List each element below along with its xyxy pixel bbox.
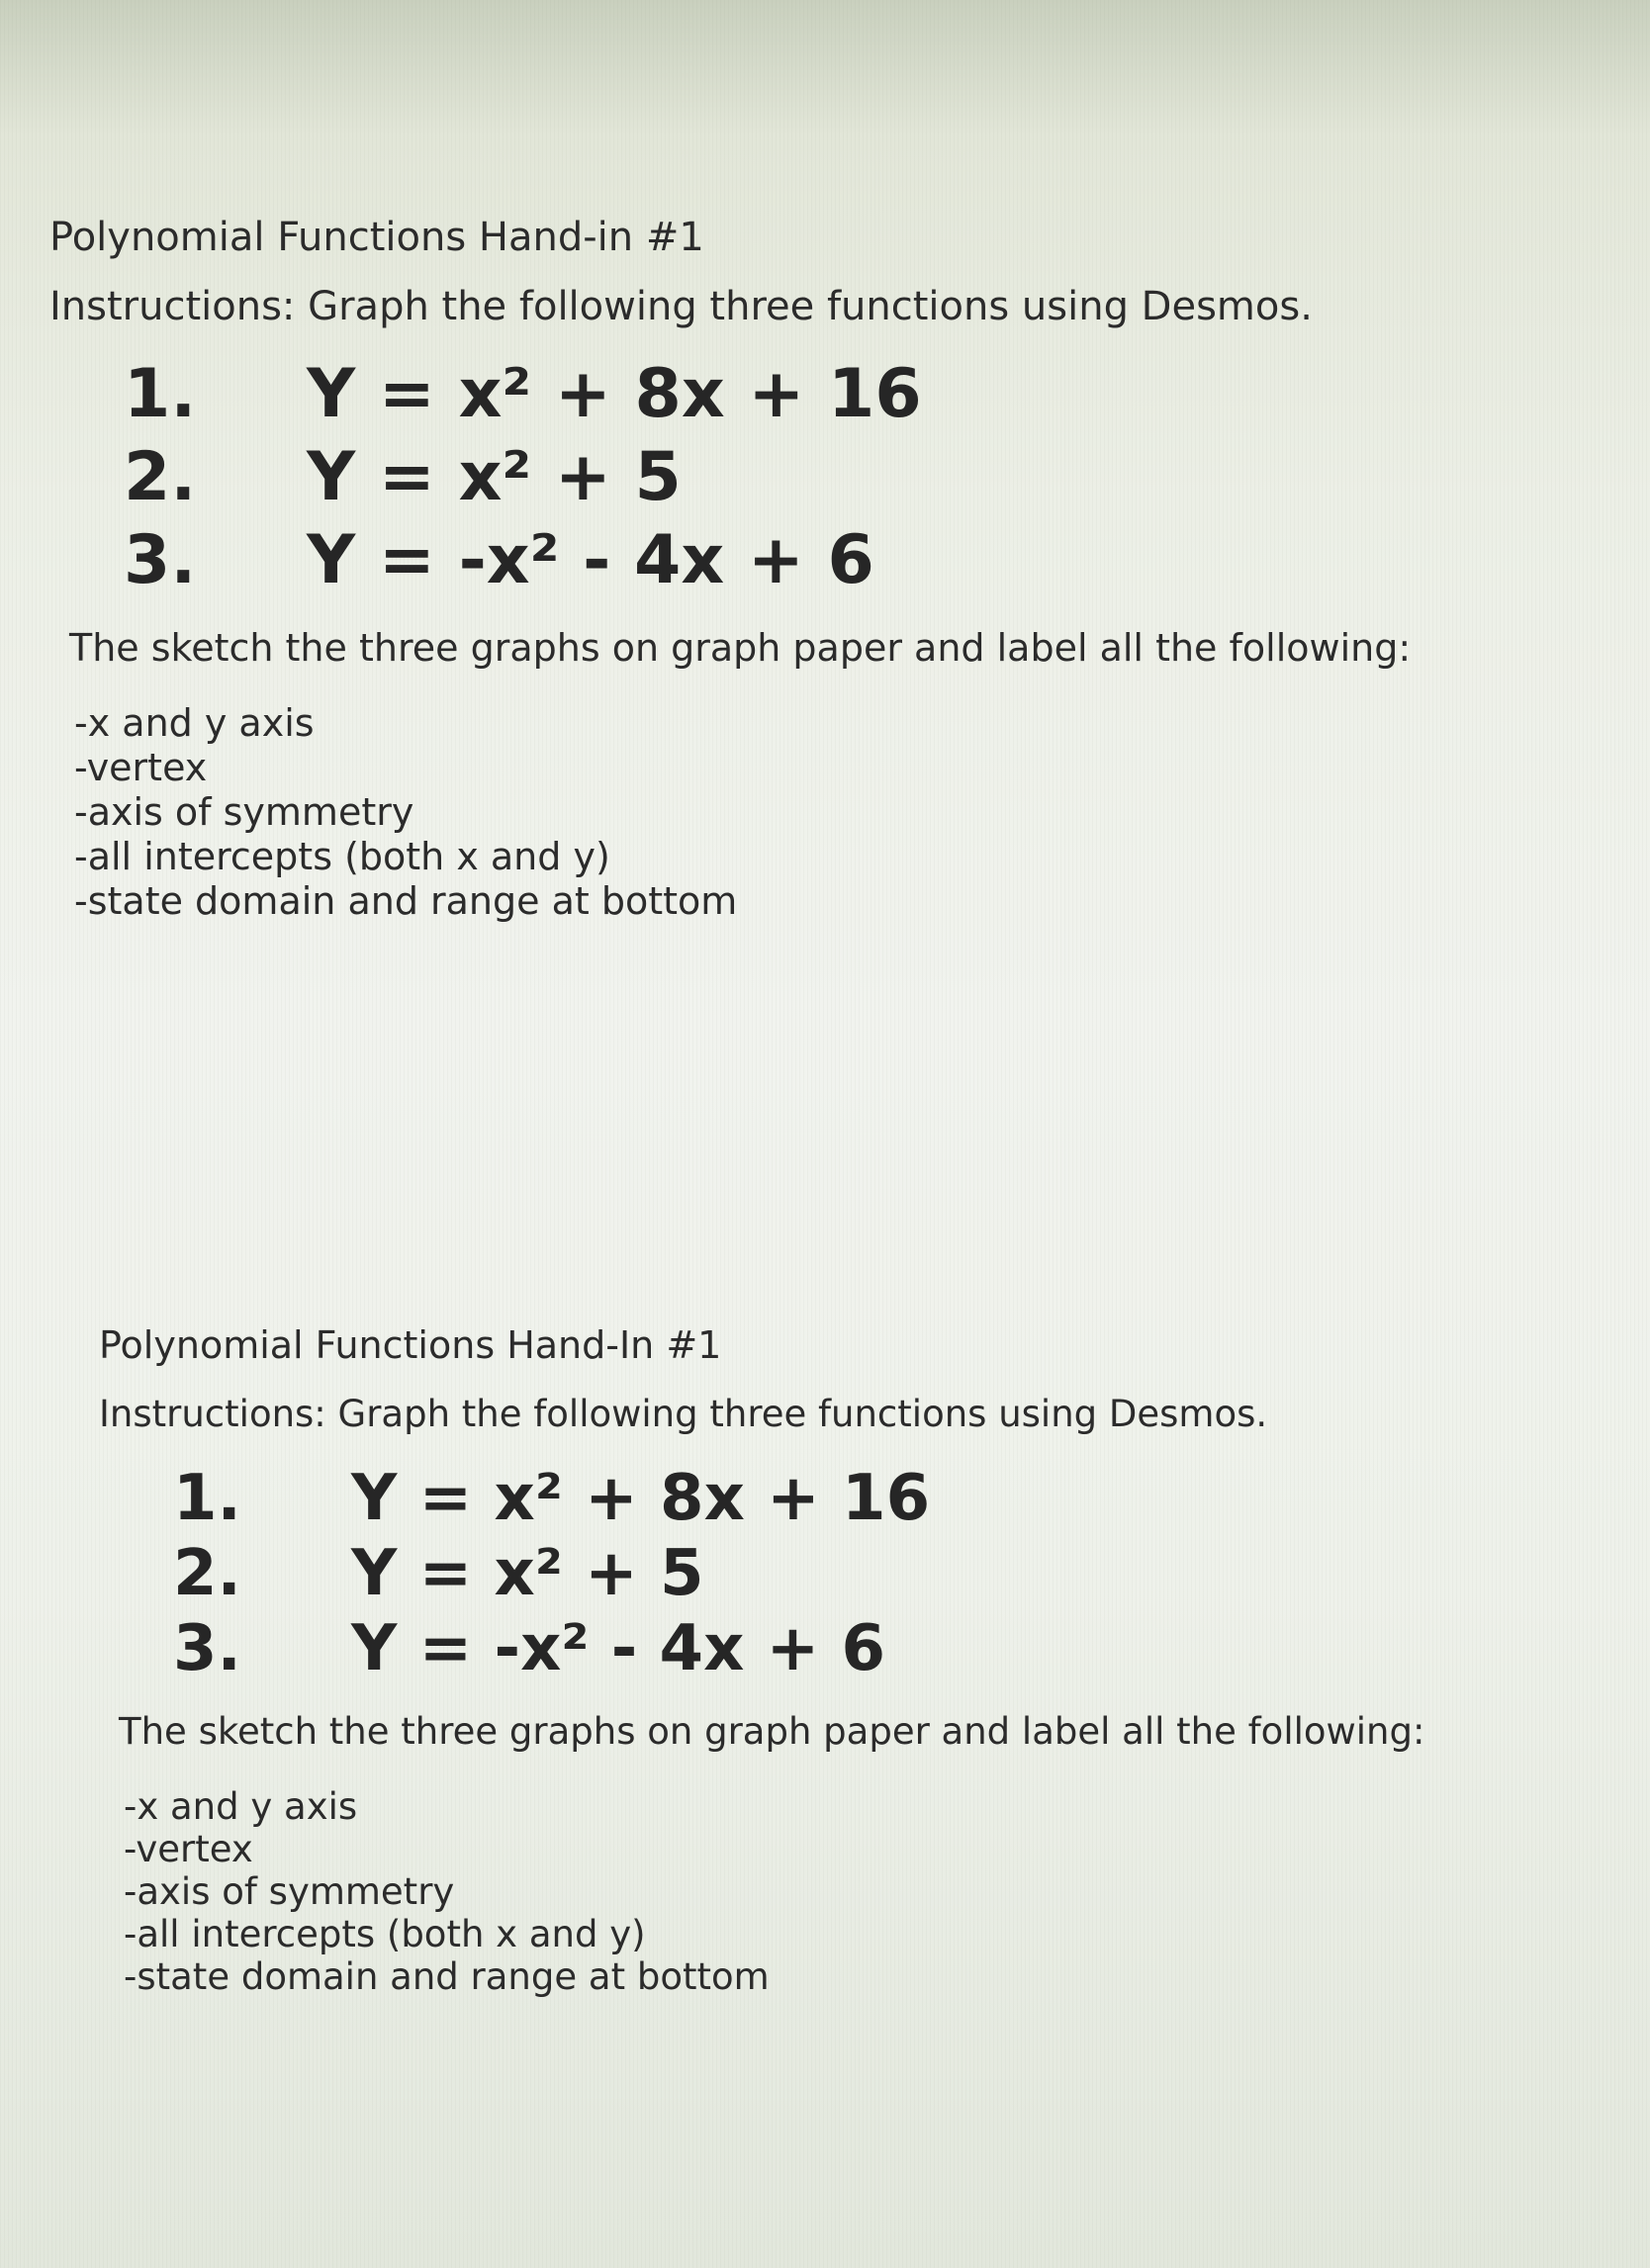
label-requirement: -axis of symmetry <box>74 790 414 834</box>
equation-item <box>173 1611 1583 1686</box>
equation-text: Y = x² + 5 <box>307 438 682 516</box>
label-requirement: -x and y axis <box>74 701 315 745</box>
equation-number: 1. <box>173 1462 241 1535</box>
equation-number: 3. <box>124 521 197 599</box>
label-requirement: -all intercepts (both x and y) <box>74 835 610 878</box>
equation-item <box>124 519 1533 602</box>
instructions-text: Instructions: Graph the following three functions using Desmos. <box>49 284 1313 329</box>
equation-number: 1. <box>124 355 197 433</box>
label-requirement: -state domain and range at bottom <box>74 879 738 923</box>
label-requirement: -state domain and range at bottom <box>124 1955 770 1998</box>
handout-title: Polynomial Functions Hand-In #1 <box>99 1323 722 1367</box>
equation-text: Y = -x² - 4x + 6 <box>351 1612 886 1685</box>
handout-copy-2 <box>99 1320 1583 1998</box>
equation-item <box>173 1461 1583 1536</box>
equation-number: 2. <box>124 438 197 516</box>
equation-item <box>173 1536 1583 1611</box>
equation-item <box>124 353 1533 436</box>
equation-item <box>124 436 1533 519</box>
equation-text: Y = x² + 8x + 16 <box>307 355 922 433</box>
sketch-instructions: The sketch the three graphs on graph paper and label all the following: <box>119 1710 1425 1753</box>
label-requirement: -x and y axis <box>124 1785 358 1828</box>
label-requirement: -vertex <box>124 1828 253 1870</box>
label-requirements-list <box>124 1785 1583 1998</box>
equation-number: 3. <box>173 1612 241 1685</box>
equation-list <box>124 353 1533 602</box>
handout-copy-1 <box>49 213 1533 924</box>
label-requirements-list <box>74 701 1533 924</box>
equation-list <box>173 1461 1583 1686</box>
label-requirement: -axis of symmetry <box>124 1870 455 1913</box>
equation-text: Y = x² + 5 <box>351 1537 704 1610</box>
equation-text: Y = -x² - 4x + 6 <box>307 521 874 599</box>
equation-text: Y = x² + 8x + 16 <box>351 1462 931 1535</box>
handout-title: Polynomial Functions Hand-in #1 <box>49 215 704 260</box>
equation-number: 2. <box>173 1537 241 1610</box>
sketch-instructions: The sketch the three graphs on graph paper and label all the following: <box>69 626 1412 670</box>
instructions-text: Instructions: Graph the following three functions using Desmos. <box>99 1393 1268 1435</box>
label-requirement: -vertex <box>74 746 208 789</box>
label-requirement: -all intercepts (both x and y) <box>124 1913 646 1955</box>
